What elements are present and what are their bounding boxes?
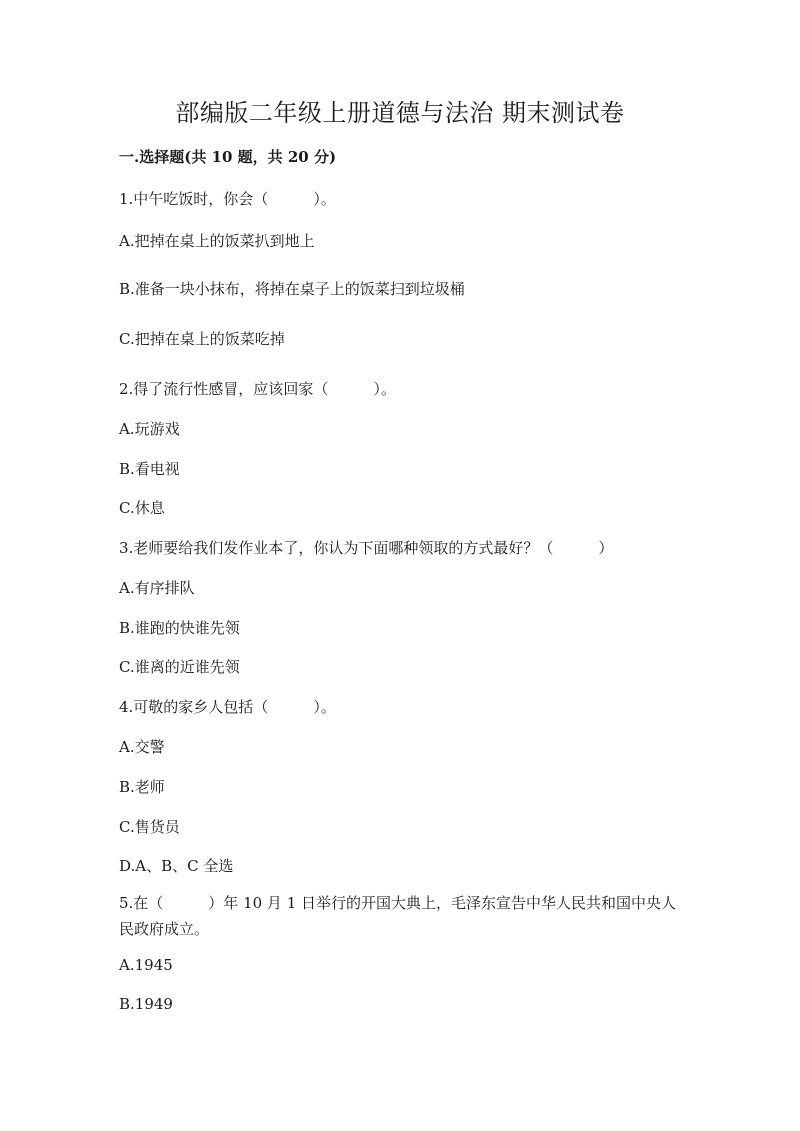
page-title: 部编版二年级上册道德与法治 期末测试卷 xyxy=(175,99,625,127)
question-4-option-b: B.老师 xyxy=(119,778,165,796)
question-2-option-a: A.玩游戏 xyxy=(119,420,180,438)
question-1-option-c: C.把掉在桌上的饭菜吃掉 xyxy=(119,330,285,348)
question-3-option-b: B.谁跑的快谁先领 xyxy=(119,619,240,637)
question-2-stem: 2.得了流行性感冒，应该回家（ ）。 xyxy=(119,380,396,398)
question-5-option-a: A.1945 xyxy=(119,956,173,974)
question-2-option-c: C.休息 xyxy=(119,499,165,517)
question-5-stem: 5.在（ ）年 10 月 1 日举行的开国大典上，毛泽东宣告中华人民共和国中央人民政府成立。 xyxy=(119,894,677,938)
question-3-option-c: C.谁离的近谁先领 xyxy=(119,658,240,676)
question-4-stem: 4.可敬的家乡人包括（ ）。 xyxy=(119,698,336,716)
question-1-option-a: A.把掉在桌上的饭菜扒到地上 xyxy=(119,232,315,250)
question-1-stem: 1.中午吃饭时，你会（ ）。 xyxy=(119,190,336,208)
question-4-option-a: A.交警 xyxy=(119,738,165,756)
question-3-stem: 3.老师要给我们发作业本了，你认为下面哪种领取的方式最好？（ ） xyxy=(119,539,614,557)
question-4-option-c: C.售货员 xyxy=(119,818,180,836)
section-heading: 一.选择题(共 10 题，共 20 分) xyxy=(119,148,337,166)
question-2-option-b: B.看电视 xyxy=(119,460,180,478)
question-5-option-b: B.1949 xyxy=(119,995,173,1013)
question-1-option-b: B.准备一块小抹布，将掉在桌子上的饭菜扫到垃圾桶 xyxy=(119,280,465,298)
question-3-option-a: A.有序排队 xyxy=(119,579,195,597)
question-4-option-d: D.A、B、C 全选 xyxy=(119,857,234,875)
